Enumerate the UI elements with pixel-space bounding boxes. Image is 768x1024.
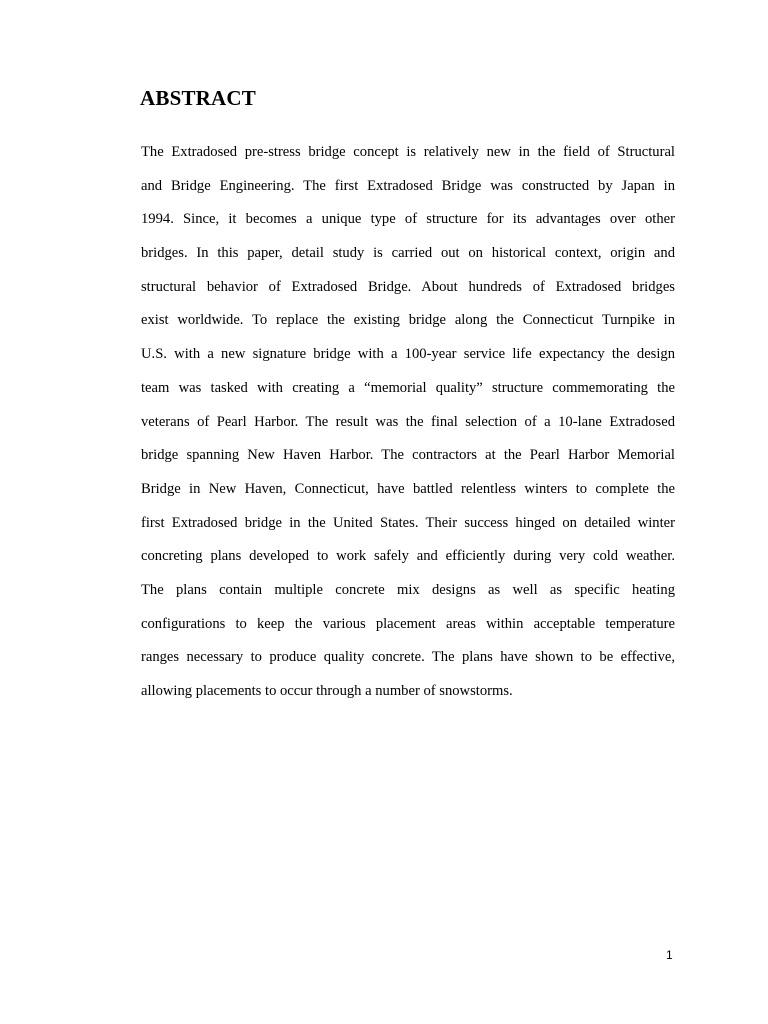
abstract-line: team was tasked with creating a “memorial quality” structure commemorating the (141, 379, 675, 396)
abstract-line: Bridge in New Haven, Connecticut, have battled relentless winters to complete the (141, 480, 675, 497)
abstract-line: and Bridge Engineering. The first Extradosed Bridge was constructed by Japan in (141, 177, 675, 194)
abstract-line: The Extradosed pre-stress bridge concept is relatively new in the field of Structural (141, 144, 675, 160)
abstract-line: first Extradosed bridge in the United States. Their success hinged on detailed winter (141, 514, 675, 531)
abstract-line: exist worldwide. To replace the existing bridge along the Connecticut Turnpike in (141, 312, 675, 329)
abstract-line: allowing placements to occur through a number of snowstorms. (141, 683, 513, 699)
abstract-line: veterans of Pearl Harbor. The result was the final selection of a 10-lane Extradosed (141, 413, 675, 430)
abstract-body (141, 141, 675, 714)
abstract-line: U.S. with a new signature bridge with a 100-year service life expectancy the design (141, 346, 675, 363)
abstract-line: bridges. In this paper, detail study is carried out on historical context, origin and (141, 245, 675, 262)
abstract-line: ranges necessary to produce quality concrete. The plans have shown to be effective, (141, 649, 675, 666)
abstract-heading: ABSTRACT (140, 86, 256, 110)
abstract-line: 1994. Since, it becomes a unique type of structure for its advantages over other (141, 211, 675, 228)
abstract-line: configurations to keep the various placement areas within acceptable temperature (141, 615, 675, 632)
abstract-line: The plans contain multiple concrete mix designs as well as specific heating (141, 581, 675, 598)
page-number: 1 (666, 948, 673, 962)
abstract-line: concreting plans developed to work safely and efficiently during very cold weather. (141, 548, 675, 565)
abstract-line: structural behavior of Extradosed Bridge. About hundreds of Extradosed bridges (141, 278, 675, 295)
abstract-line: bridge spanning New Haven Harbor. The contractors at the Pearl Harbor Memorial (141, 447, 675, 464)
